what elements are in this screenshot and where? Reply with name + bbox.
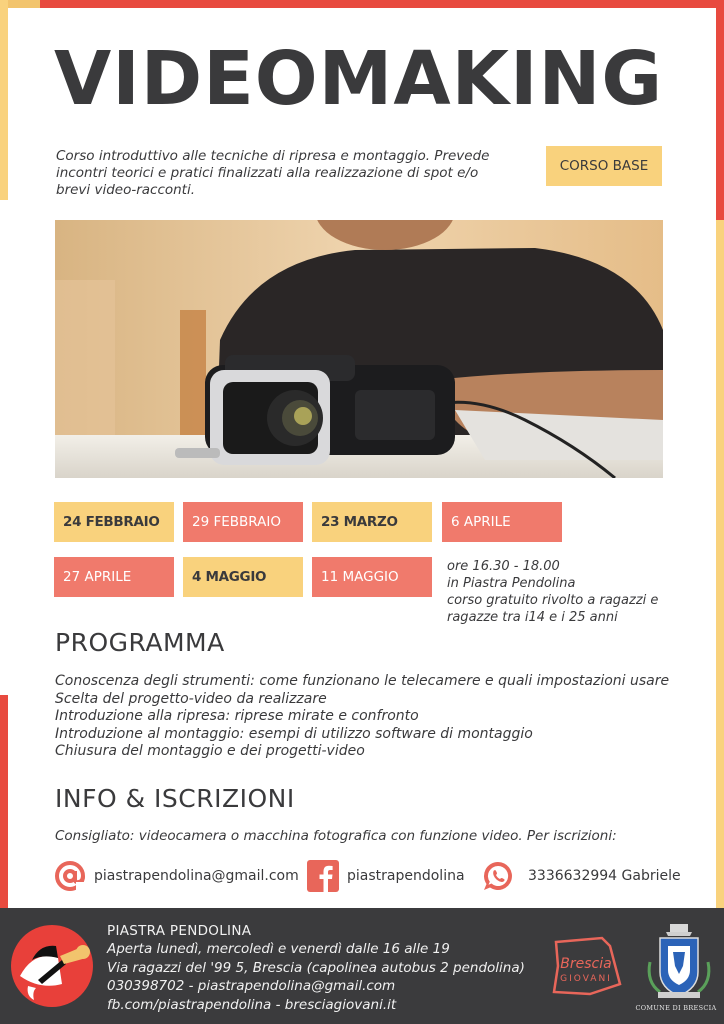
- schedule-info: [447, 558, 677, 626]
- footer-hours: Aperta lunedì, mercoledì e venerdì dalle 16 alle 19: [107, 941, 450, 958]
- facebook-icon: [307, 860, 339, 892]
- left-yellow-stripe: [0, 0, 8, 200]
- top-red-stripe: [40, 0, 724, 8]
- programma-list: [55, 673, 695, 761]
- facebook-contact[interactable]: [307, 860, 465, 892]
- email-address[interactable]: piastrapendolina@gmail.com: [94, 868, 299, 884]
- schedule-time: ore 16.30 - 18.00: [447, 559, 560, 574]
- brescia-giovani-logo: [550, 936, 622, 998]
- footer-contacts[interactable]: 030398702 - piastrapendolina@gmail.com: [107, 978, 396, 995]
- footer-info: [107, 922, 547, 1014]
- left-red-stripe: [0, 695, 8, 908]
- info-note: Consigliato: videocamera o macchina fotografica con funzione video. Per iscrizioni:: [55, 828, 617, 844]
- whatsapp-contact[interactable]: [482, 860, 681, 892]
- camera-photo: [55, 220, 663, 478]
- footer-address: Via ragazzi del '99 5, Brescia (capolinea autobus 2 pendolina): [107, 959, 525, 976]
- date-box: 6 APRILE: [442, 502, 562, 542]
- course-intro: Corso introduttivo alle tecniche di ripresa e montaggio. Prevede incontri teorici e pratici finalizzati alla realizzazione di spot e/o brevi video-racconti.: [56, 148, 490, 198]
- comune-label: COMUNE DI BRESCIA: [635, 1004, 717, 1012]
- email-contact[interactable]: [54, 860, 299, 892]
- course-level-badge: CORSO BASE: [546, 146, 662, 186]
- logo-text-brescia: Brescia: [560, 956, 612, 972]
- date-box: 23 MARZO: [312, 502, 432, 542]
- schedule-place: in Piastra Pendolina: [447, 576, 576, 591]
- list-item: Conoscenza degli strumenti: come funzionano le telecamere e quali impostazioni usare: [55, 673, 670, 689]
- poster-title: VIDEOMAKING: [54, 36, 664, 122]
- list-item: Introduzione alla ripresa: riprese mirate e confronto: [55, 708, 419, 725]
- piastra-pendolina-logo: [10, 924, 94, 1008]
- right-yellow-stripe: [716, 220, 724, 908]
- logo-text-giovani: GIOVANI: [560, 974, 612, 984]
- right-red-stripe: [716, 0, 724, 220]
- footer-web[interactable]: fb.com/piastrapendolina - bresciagiovani.it: [107, 996, 397, 1013]
- schedule-audience: corso gratuito rivolto a ragazzi e ragazze tra i14 e i 25 anni: [447, 593, 659, 625]
- date-box: 24 FEBBRAIO: [54, 502, 174, 542]
- whatsapp-icon: [482, 860, 514, 892]
- info-heading: INFO & ISCRIZIONI: [55, 784, 295, 813]
- footer-venue-name: PIASTRA PENDOLINA: [107, 923, 252, 939]
- whatsapp-number[interactable]: 3336632994 Gabriele: [528, 868, 681, 884]
- date-box: 4 MAGGIO: [183, 557, 303, 597]
- date-box: 29 FEBBRAIO: [183, 502, 303, 542]
- list-item: Chiusura del montaggio e dei progetti-video: [55, 743, 365, 760]
- facebook-page[interactable]: piastrapendolina: [347, 868, 465, 884]
- programma-heading: PROGRAMMA: [55, 628, 225, 657]
- list-item: Introduzione al montaggio: esempi di utilizzo software di montaggio: [55, 725, 533, 742]
- date-box: 27 APRILE: [54, 557, 174, 597]
- list-item: Scelta del progetto-video da realizzare: [55, 690, 327, 707]
- date-box: 11 MAGGIO: [312, 557, 432, 597]
- camera-photo-illustration: [55, 220, 663, 478]
- at-sign-icon: [54, 860, 86, 892]
- footer: [0, 908, 724, 1024]
